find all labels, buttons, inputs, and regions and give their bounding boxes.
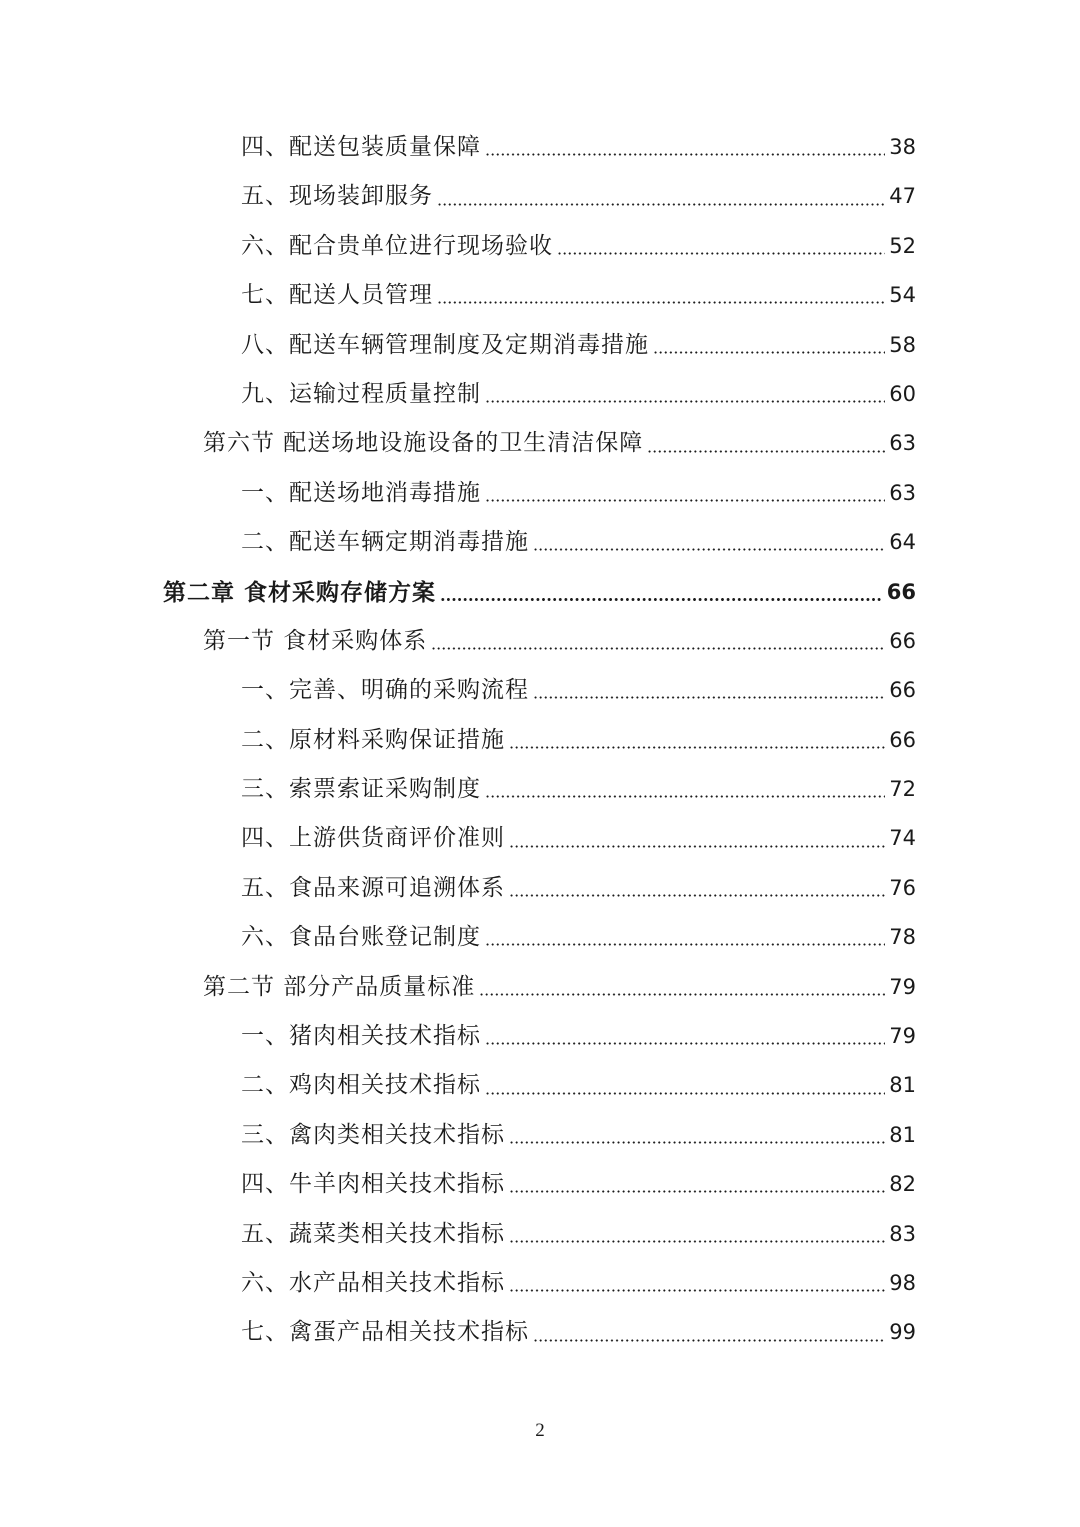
toc-entry-title: 四、配送包装质量保障 [241,134,481,160]
toc-entry-title: 一、完善、明确的采购流程 [241,677,529,704]
table-of-contents [0,123,1080,1358]
toc-entry-page-number: 79 [889,974,916,999]
toc-entry-page-number: 82 [889,1172,916,1197]
toc-entry-chapter[interactable] [0,568,1080,617]
toc-dot-leader [647,450,885,453]
toc-dot-leader [509,894,885,897]
toc-entry-title: 四、上游供货商评价准则 [241,825,505,852]
toc-entry-title: 四、牛羊肉相关技术指标 [241,1171,505,1198]
toc-entry-page-number: 66 [889,628,916,653]
toc-dot-leader [509,1190,885,1193]
toc-entry-title: 六、食品台账登记制度 [241,924,481,951]
toc-dot-leader [509,1240,885,1243]
toc-entry-page-number: 54 [889,283,916,308]
toc-entry-title: 第二章 食材采购存储方案 [163,578,437,606]
toc-entry-page-number: 72 [889,777,916,802]
toc-entry-page-number: 74 [889,826,916,851]
toc-entry-page-number: 66 [889,727,916,752]
toc-entry-page-number: 99 [889,1320,916,1345]
toc-entry-page-number: 60 [889,381,916,406]
toc-entry-title: 第二节 部分产品质量标准 [203,973,476,1000]
toc-entry-section[interactable] [0,419,1080,468]
toc-dot-leader [485,400,885,403]
toc-entry-item[interactable] [0,518,1080,567]
toc-entry-title: 九、运输过程质量控制 [241,380,481,407]
toc-dot-leader [485,795,885,798]
toc-entry-item[interactable] [0,123,1080,172]
toc-dot-leader [485,499,885,502]
toc-entry-page-number: 63 [889,431,916,456]
toc-entry-page-number: 79 [889,1024,916,1049]
toc-entry-title: 六、配合贵单位进行现场验收 [241,232,553,259]
toc-entry-item[interactable] [0,814,1080,863]
toc-entry-section[interactable] [0,963,1080,1012]
toc-entry-title: 三、禽肉类相关技术指标 [241,1121,505,1148]
toc-entry-page-number: 78 [889,925,916,950]
toc-entry-item[interactable] [0,765,1080,814]
toc-entry-item[interactable] [0,1111,1080,1160]
toc-entry-page-number: 76 [889,875,916,900]
toc-entry-page-number: 66 [886,579,916,604]
toc-entry-item[interactable] [0,1259,1080,1308]
toc-entry-item[interactable] [0,1061,1080,1110]
toc-entry-title: 第一节 食材采购体系 [203,627,428,654]
toc-entry-item[interactable] [0,666,1080,715]
toc-entry-title: 二、原材料采购保证措施 [241,726,505,753]
toc-entry-page-number: 98 [889,1270,916,1295]
toc-dot-leader [440,598,883,601]
toc-dot-leader [653,351,885,354]
toc-entry-title: 八、配送车辆管理制度及定期消毒措施 [241,331,649,358]
toc-entry-page-number: 38 [889,135,916,159]
toc-entry-title: 五、现场装卸服务 [241,183,433,210]
toc-entry-title: 七、禽蛋产品相关技术指标 [241,1319,529,1346]
toc-dot-leader [437,203,885,206]
toc-entry-item[interactable] [0,271,1080,320]
page-number: 2 [535,1420,545,1441]
toc-entry-title: 一、猪肉相关技术指标 [241,1023,481,1050]
toc-entry-page-number: 52 [889,233,916,258]
toc-entry-page-number: 47 [889,184,916,209]
toc-dot-leader [557,252,885,255]
toc-entry-page-number: 83 [889,1221,916,1246]
toc-dot-leader [509,1289,885,1292]
toc-entry-item[interactable] [0,913,1080,962]
toc-entry-page-number: 64 [889,530,916,555]
toc-entry-page-number: 81 [889,1073,916,1098]
toc-dot-leader [533,696,885,699]
toc-dot-leader [485,1092,885,1095]
toc-dot-leader [533,1339,885,1342]
toc-entry-title: 五、蔬菜类相关技术指标 [241,1220,505,1247]
toc-entry-title: 一、配送场地消毒措施 [241,479,481,506]
toc-entry-title: 五、食品来源可追溯体系 [241,874,505,901]
toc-dot-leader [509,845,885,848]
toc-dot-leader [509,746,885,749]
toc-entry-page-number: 58 [889,332,916,357]
toc-dot-leader [431,647,885,650]
toc-entry-title: 三、索票索证采购制度 [241,776,481,803]
toc-entry-item[interactable] [0,172,1080,221]
toc-entry-page-number: 63 [889,480,916,505]
toc-entry-item[interactable] [0,864,1080,913]
toc-dot-leader [485,1042,885,1045]
toc-entry-item[interactable] [0,222,1080,271]
toc-entry-item[interactable] [0,1308,1080,1357]
toc-entry-item[interactable] [0,1012,1080,1061]
toc-dot-leader [479,993,885,996]
toc-entry-item[interactable] [0,321,1080,370]
toc-dot-leader [437,301,885,304]
toc-entry-title: 二、鸡肉相关技术指标 [241,1072,481,1099]
toc-entry-item[interactable] [0,469,1080,518]
toc-entry-item[interactable] [0,1210,1080,1259]
toc-entry-title: 六、水产品相关技术指标 [241,1269,505,1296]
toc-entry-title: 二、配送车辆定期消毒措施 [241,529,529,556]
toc-dot-leader [485,153,885,156]
toc-entry-page-number: 66 [889,678,916,703]
toc-entry-section[interactable] [0,617,1080,666]
toc-entry-page-number: 81 [889,1122,916,1147]
toc-dot-leader [509,1141,885,1144]
toc-entry-item[interactable] [0,716,1080,765]
toc-entry-title: 第六节 配送场地设施设备的卫生清洁保障 [203,430,644,457]
toc-dot-leader [485,943,885,946]
toc-entry-title: 七、配送人员管理 [241,282,433,309]
toc-entry-item[interactable] [0,370,1080,419]
toc-dot-leader [533,548,885,551]
toc-entry-item[interactable] [0,1160,1080,1209]
